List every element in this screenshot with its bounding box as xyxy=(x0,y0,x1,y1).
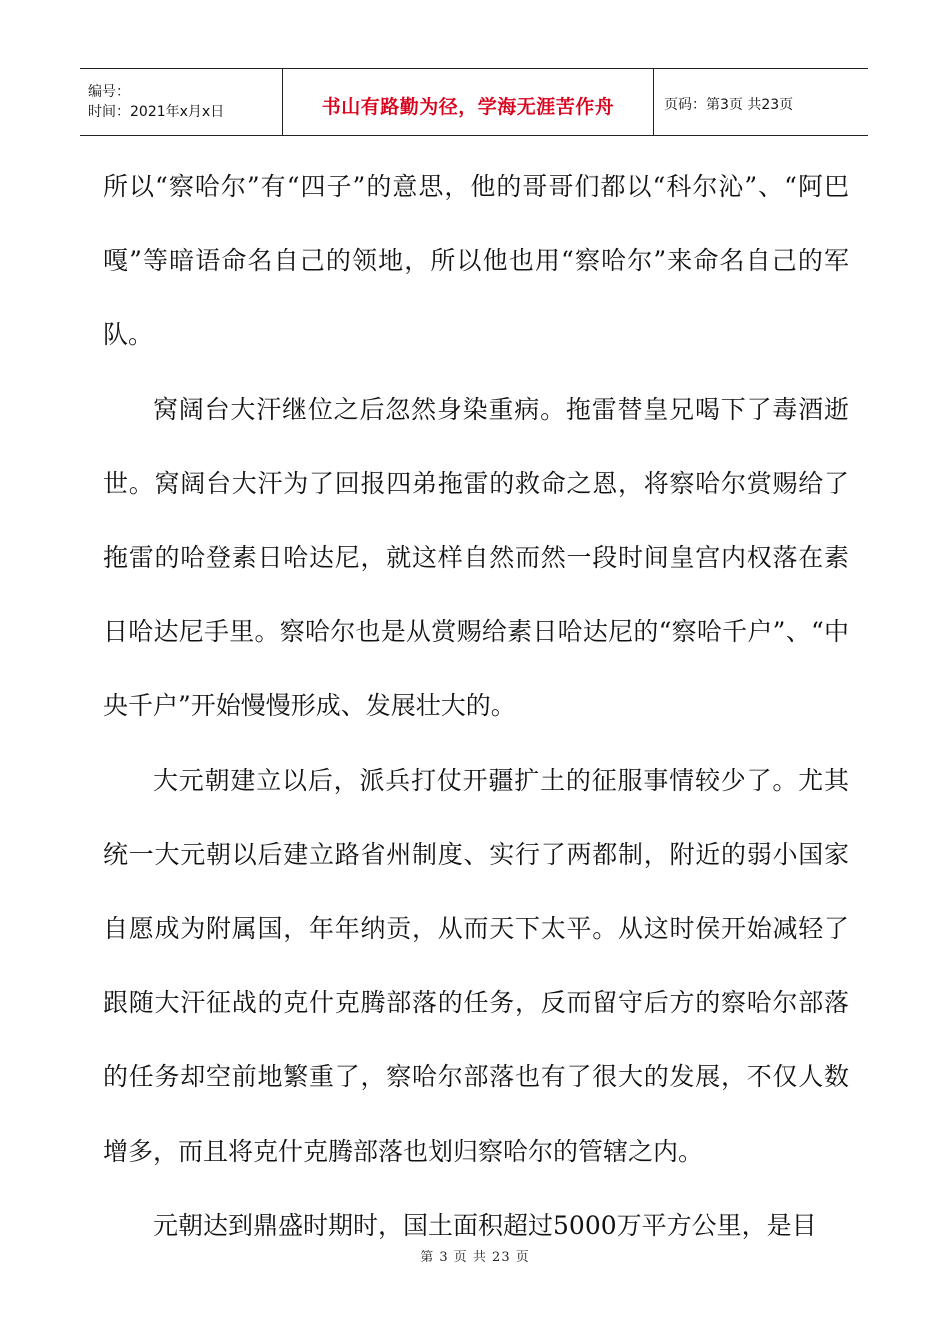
document-date-label: 时间：2021年x月x日 xyxy=(88,104,225,120)
page-footer: 第 3 页 共 23 页 xyxy=(420,1250,530,1265)
body-paragraph-4: 元朝达到鼎盛时期时，国土面积超过5000万平方公里，是目 xyxy=(153,1210,817,1240)
document-header xyxy=(80,68,868,136)
document-number-label: 编号： xyxy=(88,84,130,100)
header-motto: 书山有路勤为径，学海无涯苦作舟 xyxy=(321,95,615,118)
header-page-info: 页码：第3页 共23页 xyxy=(664,97,794,113)
header-motto-cell xyxy=(283,69,654,135)
body-paragraph-2: 窝阔台大汗继位之后忽然身染重病。拖雷替皇兄喝下了毒酒逝世。窝阔台大汗为了回报四弟拖雷的救命之恩，将察哈尔赏赐给了拖雷的哈登素日哈达尼，就这样自然而然一段时间皇宫内权落在素日哈达尼手里。察哈尔也是从赏赐给素日哈达尼的“察哈千户”、“中央千户”开始慢慢形成、发展壮大的。 xyxy=(103,394,849,721)
body-paragraph-3: 大元朝建立以后，派兵打仗开疆扩土的征服事情较少了。尤其统一大元朝以后建立路省州制度、实行了两都制，附近的弱小国家自愿成为附属国，年年纳贡，从而天下太平。从这时侯开始减轻了跟随大汗征战的克什克腾部落的任务，反而留守后方的察哈尔部落的任务却空前地繁重了，察哈尔部落也有了很大的发展，不仅人数增多，而且将克什克腾部落也划归察哈尔的管辖之内。 xyxy=(103,765,849,1166)
header-page-cell xyxy=(654,69,868,135)
document-body xyxy=(103,150,849,1263)
header-meta-cell xyxy=(80,69,283,135)
body-paragraph-1: 所以“察哈尔”有“四子”的意思，他的哥哥们都以“科尔沁”、“阿巴嘎”等暗语命名自己的领地，所以他也用“察哈尔”来命名自己的军队。 xyxy=(103,172,849,350)
